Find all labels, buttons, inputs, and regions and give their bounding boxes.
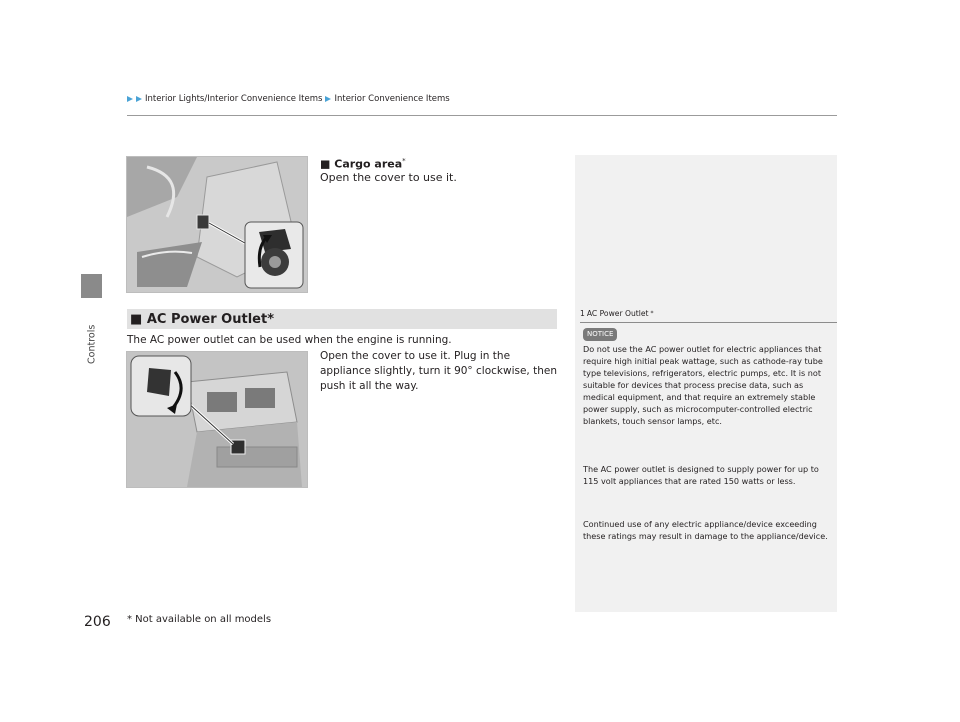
section-title <box>130 312 274 327</box>
ac-outlet-instructions: Open the cover to use it. Plug in the appliance slightly, turn it 90° clockwise, then push it all the way. <box>320 350 557 392</box>
cargo-heading-text: Cargo area <box>334 157 403 171</box>
notice-badge: NOTICE <box>583 328 617 341</box>
note-paragraph: Continued use of any electric appliance/device exceeding these ratings may result in damage to the appliance/device. <box>583 519 828 541</box>
ac-power-outlet-section-bar <box>127 309 557 329</box>
ac-outlet-drawing <box>127 352 307 487</box>
breadcrumb-arrow-icon <box>127 96 133 102</box>
note-paragraph: Do not use the AC power outlet for electric appliances that require high initial peak wattage, such as cathode-ray tube type televisions, refrigerators, electric pumps, etc. It is not suitable for devices that process precise data, such as medical equipment, and that require an extremely stable power supply, such as microcomputer-controlled electric blankets, touch sensor lamps, etc. <box>583 344 823 426</box>
cargo-area-drawing <box>127 157 307 292</box>
ac-outlet-illustration <box>126 351 308 488</box>
breadcrumb-arrow-icon <box>136 96 142 102</box>
breadcrumb-arrow-icon <box>325 96 331 102</box>
ac-outlet-intro: The AC power outlet can be used when the engine is running. <box>127 334 452 346</box>
note-paragraph: The AC power outlet is designed to supply power for up to 115 volt appliances that are rated 150 watts or less. <box>583 464 819 486</box>
footnote: * Not available on all models <box>127 614 272 625</box>
breadcrumb <box>127 94 450 104</box>
note-title-text: AC Power Outlet <box>586 309 649 318</box>
section-title-text: AC Power Outlet <box>146 311 268 327</box>
cargo-area-text: Open the cover to use it. <box>320 171 457 184</box>
cargo-area-heading <box>320 157 406 171</box>
note-ref-number: 1 <box>580 309 585 318</box>
cargo-area-illustration <box>126 156 308 293</box>
header-divider <box>127 115 837 116</box>
page-number: 206 <box>84 614 111 630</box>
breadcrumb-item[interactable]: Interior Lights/Interior Convenience Items <box>145 94 323 104</box>
asterisk: * <box>402 157 406 165</box>
note-title <box>580 309 654 318</box>
side-tab-label: Controls <box>86 324 98 364</box>
section-marker: ■ <box>130 311 143 327</box>
note-divider <box>580 322 837 323</box>
heading-marker: ■ <box>320 157 331 171</box>
asterisk: * <box>267 311 274 327</box>
asterisk: * <box>650 310 654 317</box>
breadcrumb-item[interactable]: Interior Convenience Items <box>334 94 450 104</box>
